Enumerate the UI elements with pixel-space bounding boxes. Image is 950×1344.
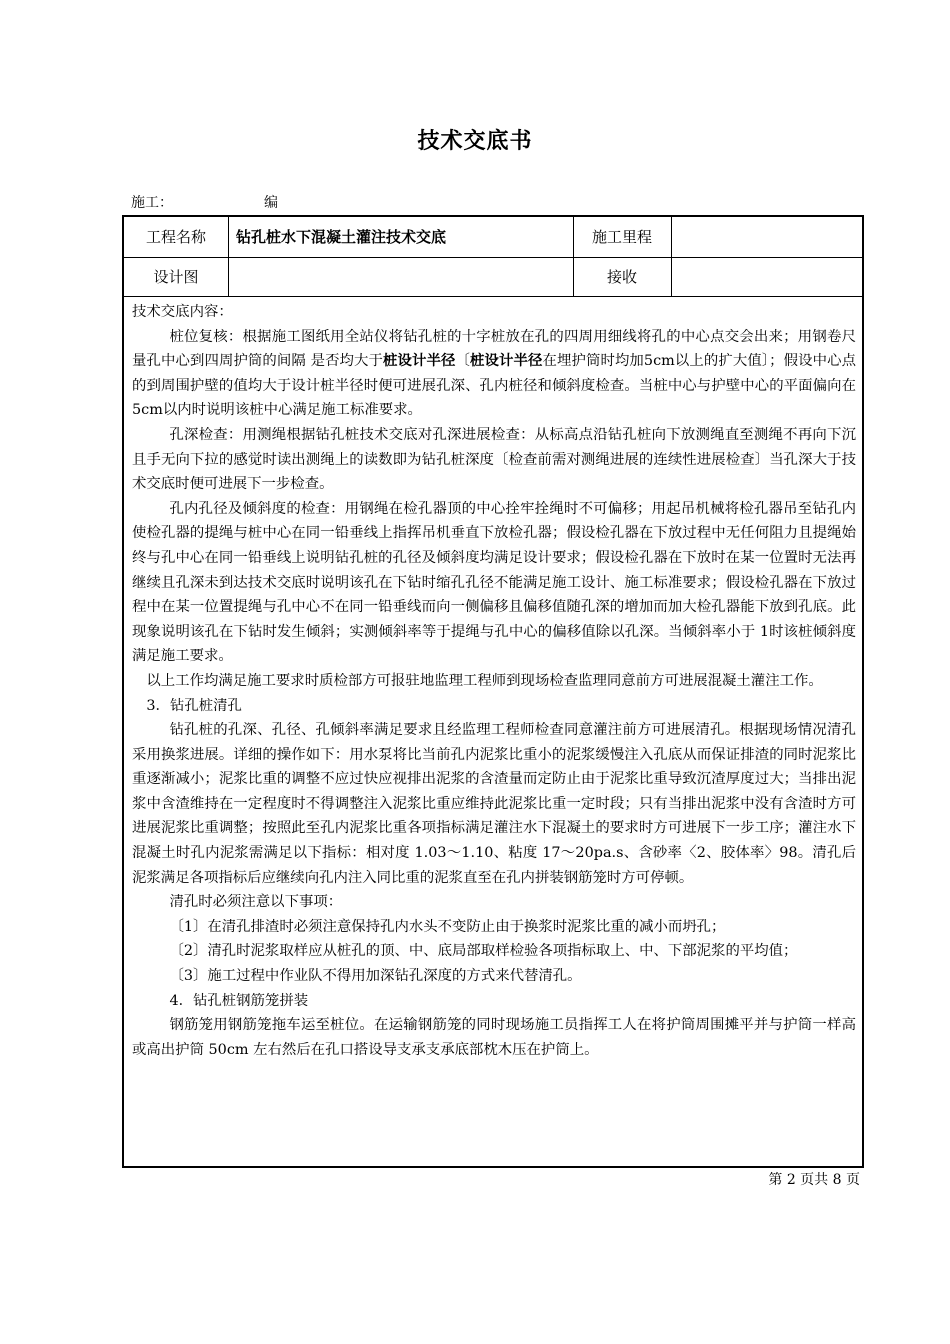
column-divider [671, 217, 672, 296]
paragraph-cage-transport: 钢筋笼用钢筋笼拖车运至桩位。在运输钢筋笼的同时现场施工员指挥工人在将护筒周围摊平并与护筒一样高或高出护筒 50cm 左右然后在孔口搭设导支承支承底部枕木压在护筒上。 [132, 1017, 856, 1058]
project-name-label: 工程名称 [145, 228, 206, 246]
emphasis-text: 桩设计半径 [383, 352, 456, 370]
mileage-label: 施工里程 [591, 228, 652, 246]
meta-construction-label: 施工： [131, 195, 173, 211]
disclosure-content [132, 300, 856, 1062]
paragraph-text: 桩位复核：根据施工图纸用全站仪将钻孔桩的十字桩放在孔的四周用细线将孔的中心点交会出来；用钢卷尺量孔中心到四周护筒的间隔 是否均大于 [132, 328, 856, 370]
page-number: 第 2 页共 8 页 [768, 1172, 860, 1188]
list-item: 〔2〕清孔时泥浆取样应从桩孔的顶、中、底局部取样检验各项指标取上、中、下部泥浆的平均值； [169, 943, 798, 960]
list-item: 〔3〕施工过程中作业队不得用加深钻孔深度的方式来代替清孔。 [169, 968, 582, 985]
paragraph-text: 在埋护筒时均加5cm以上的扩大值〕；假设中心点的到周围护壁的值均大于设计桩半径时便可进展孔深、孔内桩径和倾斜度检查。当桩中心与护壁中心的平面偏向在5cm以内时说明该桩中心满足施工标准要求。 [132, 353, 856, 419]
receive-label: 接收 [606, 267, 637, 286]
paragraph-pile-position [132, 325, 856, 423]
row-divider [124, 296, 862, 297]
section-heading-cleaning: 3．钻孔桩清孔 [146, 697, 242, 714]
receive-value [679, 257, 859, 296]
paragraph-text: 〔 [455, 353, 471, 370]
paragraph-hole-diameter: 孔内孔径及倾斜度的检查：用钢绳在检孔器顶的中心拴牢拴绳时不可偏移；用起吊机械将检孔器吊至钻孔内使检孔器的提绳与桩中心在同一铅垂线上指挥吊机垂直下放检孔器；假设检孔器在下放过程中无任何阻力且提绳始终与孔中心在同一铅垂线上说明钻孔桩的孔径及倾斜度均满足设计要求；假设检孔器在下放时在某一位置时无法再继续且孔深未到达技术交底时说明该孔在下钻时缩孔孔径不能满足施工设计、施工标准要求；假设检孔器在下放过程中在某一位置提绳与孔中心不在同一铅垂线而向一侧偏移且偏移值随孔深的增加而加大检孔器能下放到孔底。此现象说明该孔在下钻时发生倾斜；实测倾斜率等于提绳与孔中心的偏移值除以孔深。当倾斜率小于 1时该桩倾斜度满足施工要求。 [132, 500, 856, 665]
meta-edit-label: 编 [264, 195, 278, 211]
paragraph-cleaning-process: 钻孔桩的孔深、孔径、孔倾斜率满足要求且经监理工程师检查同意灌注前方可进展清孔。根据现场情况清孔采用换浆进展。详细的操作如下：用水泵将比当前孔内泥浆比重小的泥浆缓慢注入孔底从而保证排渣的同时泥浆比重逐渐减小；泥浆比重的调整不应过快应视排出泥浆的含渣量而定防止由于泥浆比重导致沉渣厚度过大；当排出泥浆中含渣维持在一定程度时不得调整注入泥浆比重应维持此泥浆比重一定时段；只有当排出泥浆中没有含渣时方可进展泥浆比重调整；按照此至孔内泥浆比重各项指标满足灌注水下混凝土的要求时方可进展下一步工序；灌注水下混凝土时孔内泥浆需满足以下指标：相对度 1.03～1.10、粘度 17～20pa.s、含砂率〈2、胶体率〉98。清孔后泥浆满足各项指标后应继续向孔内注入同比重的泥浆直至在孔内拼装钢筋笼时方可停顿。 [132, 722, 856, 886]
document-title: 技术交底书 [417, 128, 533, 154]
project-name-value: 钻孔桩水下混凝土灌注技术交底 [236, 228, 447, 246]
design-drawing-value [236, 257, 566, 296]
disclosure-form-table [122, 215, 864, 1168]
emphasis-text: 桩设计半径 [470, 352, 543, 370]
design-drawing-label: 设计图 [153, 267, 199, 286]
section-heading-cage: 4．钻孔桩钢筋笼拼装 [169, 992, 309, 1009]
content-heading: 技术交底内容： [132, 304, 233, 320]
paragraph-hole-depth: 孔深检查：用测绳根据钻孔桩技术交底对孔深进展检查：从标高点沿钻孔桩向下放测绳直至测绳不再向下沉且手无向下拉的感觉时读出测绳上的读数即为钻孔桩深度〔检查前需对测绳进展的连续性进展检查〕当孔深大于技术交底时便可进展下一步检查。 [132, 426, 856, 493]
column-divider [228, 217, 229, 296]
mileage-value [679, 217, 859, 257]
list-item: 〔1〕在清孔排渣时必须注意保持孔内水头不变防止由于换浆时泥浆比重的减小而坍孔； [169, 918, 726, 935]
paragraph-cleaning-notes: 清孔时必须注意以下事项： [169, 894, 343, 911]
paragraph-supervisor-check: 以上工作均满足施工要求时质检部方可报驻地监理工程师到现场检查监理同意前方可进展混凝土灌注工作。 [146, 672, 823, 689]
